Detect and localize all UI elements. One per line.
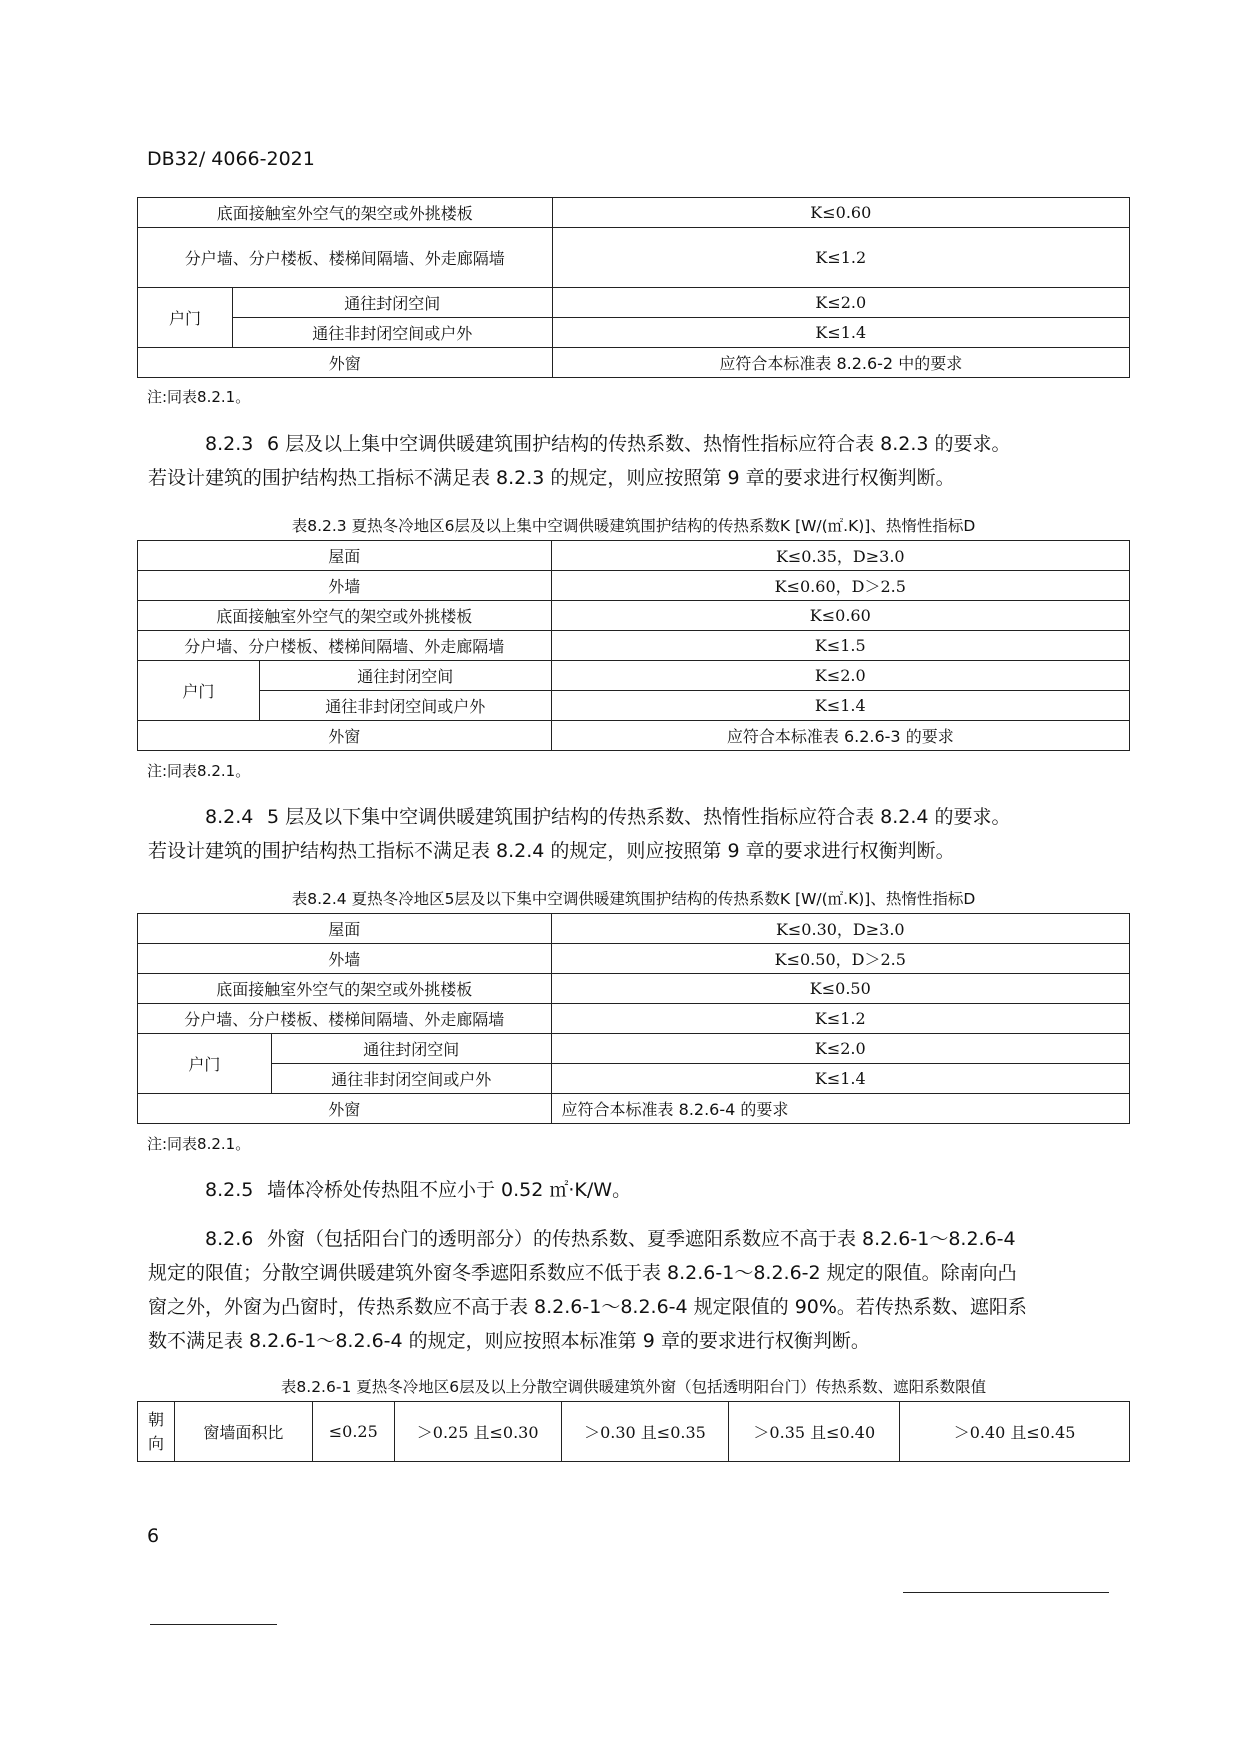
table-row xyxy=(138,1034,1130,1064)
door-sub-value: K≤2.0 xyxy=(551,661,1129,691)
table-note: 注:同表8.2.1。 xyxy=(147,388,251,406)
clause-8-2-4 xyxy=(148,800,1128,868)
table-row xyxy=(138,1094,1130,1124)
row-label: 屋面 xyxy=(138,541,552,571)
door-label: 户门 xyxy=(138,1034,272,1094)
table-8-2-3 xyxy=(137,540,1130,751)
door-sub-value: K≤2.0 xyxy=(551,1034,1129,1064)
table-row xyxy=(138,541,1130,571)
row-label: 底面接触室外空气的架空或外挑楼板 xyxy=(138,198,553,228)
clause-8-2-6 xyxy=(148,1222,1128,1358)
ratio-range-header: ＞0.35 且≤0.40 xyxy=(729,1402,900,1462)
clause-text: 外窗（包括阳台门的透明部分）的传热系数、夏季遮阳系数应不高于表 8.2.6-1～8.2.6-4 xyxy=(267,1228,1016,1250)
table-row xyxy=(138,1004,1130,1034)
row-value: K≤0.35，D≥3.0 xyxy=(551,541,1129,571)
table-row xyxy=(138,571,1130,601)
door-label: 户门 xyxy=(138,288,233,348)
clause-8-2-3 xyxy=(148,427,1128,495)
window-value: 应符合本标准表 8.2.6-4 的要求 xyxy=(551,1094,1129,1124)
ratio-range-header: ＞0.40 且≤0.45 xyxy=(900,1402,1130,1462)
table-row xyxy=(138,974,1130,1004)
clause-number: 8.2.3 xyxy=(205,433,254,455)
table-row xyxy=(138,944,1130,974)
table-row xyxy=(138,348,1130,378)
row-value: K≤1.2 xyxy=(552,228,1129,288)
row-label: 分户墙、分户楼板、楼梯间隔墙、外走廊隔墙 xyxy=(138,631,552,661)
door-sub-label: 通往非封闭空间或户外 xyxy=(232,318,552,348)
door-sub-value: K≤1.4 xyxy=(552,318,1129,348)
clause-text: 规定的限值；分散空调供暖建筑外窗冬季遮阳系数应不低于表 8.2.6-1～8.2.6-2 规定的限值。除南向凸 xyxy=(148,1262,1017,1284)
table-caption: 表8.2.4 夏热冬冷地区5层及以下集中空调供暖建筑围护结构的传热系数K [W/(㎡.K)]、热惰性指标D xyxy=(291,890,976,908)
row-label: 底面接触室外空气的架空或外挑楼板 xyxy=(138,601,552,631)
door-sub-label: 通往非封闭空间或户外 xyxy=(271,1064,551,1094)
door-sub-value: K≤2.0 xyxy=(552,288,1129,318)
page-number: 6 xyxy=(147,1525,160,1547)
table-note: 注:同表8.2.1。 xyxy=(147,1135,251,1153)
clause-number: 8.2.4 xyxy=(205,806,254,828)
row-value: K≤1.5 xyxy=(551,631,1129,661)
standard-code: DB32/ 4066-2021 xyxy=(147,148,315,170)
row-label: 外墙 xyxy=(138,944,552,974)
door-label: 户门 xyxy=(138,661,260,721)
row-value: K≤1.2 xyxy=(551,1004,1129,1034)
clause-8-2-5 xyxy=(148,1173,1128,1207)
table-row xyxy=(138,691,1130,721)
table-header-row xyxy=(138,1402,1130,1462)
orientation-header: 朝 向 xyxy=(138,1402,175,1462)
clause-text: 窗之外，外窗为凸窗时，传热系数应不高于表 8.2.6-1～8.2.6-4 规定限值的 90%。若传热系数、遮阳系 xyxy=(148,1296,1027,1318)
door-sub-value: K≤1.4 xyxy=(551,1064,1129,1094)
ratio-range-header: ≤0.25 xyxy=(312,1402,394,1462)
table-row xyxy=(138,914,1130,944)
row-value: K≤0.30，D≥3.0 xyxy=(551,914,1129,944)
footer-rule-left xyxy=(150,1624,277,1625)
clause-text: 6 层及以上集中空调供暖建筑围护结构的传热系数、热惰性指标应符合表 8.2.3 的要求。 xyxy=(267,433,1011,455)
row-value: K≤0.50 xyxy=(551,974,1129,1004)
row-value: K≤0.60 xyxy=(551,601,1129,631)
window-wall-ratio-header: 窗墙面积比 xyxy=(174,1402,312,1462)
table-8-2-4 xyxy=(137,913,1130,1124)
clause-text: 5 层及以下集中空调供暖建筑围护结构的传热系数、热惰性指标应符合表 8.2.4 的要求。 xyxy=(267,806,1011,828)
table-row xyxy=(138,198,1130,228)
table-note: 注:同表8.2.1。 xyxy=(147,762,251,780)
door-sub-label: 通往封闭空间 xyxy=(232,288,552,318)
footer-rule-right xyxy=(903,1592,1109,1593)
table-row xyxy=(138,721,1130,751)
clause-text: 数不满足表 8.2.6-1～8.2.6-4 的规定，则应按照本标准第 9 章的要求进行权衡判断。 xyxy=(148,1330,870,1352)
row-value: K≤0.60 xyxy=(552,198,1129,228)
table-row xyxy=(138,288,1130,318)
table-previous-continuation xyxy=(137,197,1130,378)
table-row xyxy=(138,1064,1130,1094)
clause-text: 若设计建筑的围护结构热工指标不满足表 8.2.3 的规定，则应按照第 9 章的要求进行权衡判断。 xyxy=(148,467,955,489)
window-label: 外窗 xyxy=(138,721,552,751)
table-row xyxy=(138,318,1130,348)
clause-number: 8.2.5 xyxy=(205,1179,254,1201)
door-sub-label: 通往非封闭空间或户外 xyxy=(259,691,551,721)
window-value: 应符合本标准表 8.2.6-2 中的要求 xyxy=(552,348,1129,378)
table-8-2-6-1 xyxy=(137,1401,1130,1462)
door-sub-value: K≤1.4 xyxy=(551,691,1129,721)
clause-text: 若设计建筑的围护结构热工指标不满足表 8.2.4 的规定，则应按照第 9 章的要求进行权衡判断。 xyxy=(148,840,955,862)
table-row xyxy=(138,228,1130,288)
table-row xyxy=(138,661,1130,691)
window-label: 外窗 xyxy=(138,348,553,378)
window-label: 外窗 xyxy=(138,1094,552,1124)
table-caption: 表8.2.3 夏热冬冷地区6层及以上集中空调供暖建筑围护结构的传热系数K [W/(㎡.K)]、热惰性指标D xyxy=(291,517,976,535)
row-value: K≤0.50，D＞2.5 xyxy=(551,944,1129,974)
door-sub-label: 通往封闭空间 xyxy=(271,1034,551,1064)
table-caption: 表8.2.6-1 夏热冬冷地区6层及以上分散空调供暖建筑外窗（包括透明阳台门）传热系数、遮阳系数限值 xyxy=(280,1378,987,1396)
clause-text: 墙体冷桥处传热阻不应小于 0.52 ㎡·K/W。 xyxy=(267,1179,632,1201)
row-label: 外墙 xyxy=(138,571,552,601)
row-label: 底面接触室外空气的架空或外挑楼板 xyxy=(138,974,552,1004)
row-label: 分户墙、分户楼板、楼梯间隔墙、外走廊隔墙 xyxy=(138,228,553,288)
row-label: 屋面 xyxy=(138,914,552,944)
door-sub-label: 通往封闭空间 xyxy=(259,661,551,691)
clause-number: 8.2.6 xyxy=(205,1228,254,1250)
table-row xyxy=(138,631,1130,661)
row-value: K≤0.60，D＞2.5 xyxy=(551,571,1129,601)
row-label: 分户墙、分户楼板、楼梯间隔墙、外走廊隔墙 xyxy=(138,1004,552,1034)
table-row xyxy=(138,601,1130,631)
ratio-range-header: ＞0.30 且≤0.35 xyxy=(561,1402,729,1462)
ratio-range-header: ＞0.25 且≤0.30 xyxy=(394,1402,561,1462)
window-value: 应符合本标准表 6.2.6-3 的要求 xyxy=(551,721,1129,751)
